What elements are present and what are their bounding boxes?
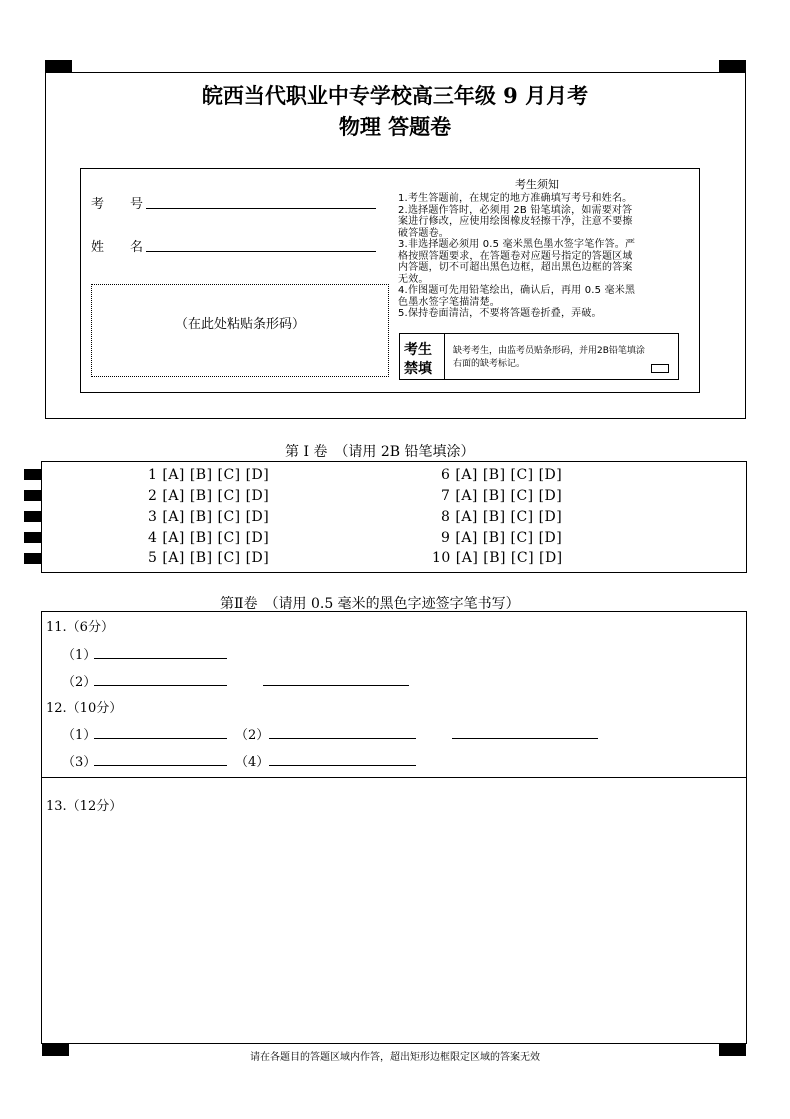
timing-mark <box>24 490 41 501</box>
q11-part2-answer-line[interactable] <box>94 685 227 686</box>
q12-part4-label: （4） <box>235 755 270 770</box>
choice-row[interactable]: 6 [A] [B] [C] [D] <box>441 467 563 483</box>
footer-note: 请在各题目的答题区域内作答，超出矩形边框限定区域的答案无效 <box>250 1052 540 1063</box>
section2-heading: 第Ⅱ卷 （请用 0.5 毫米的黑色字迹签字笔书写） <box>220 596 520 612</box>
q11-part1-answer-line[interactable] <box>94 658 227 659</box>
section1-heading: 第 I 卷 （请用 2B 铅笔填涂） <box>285 444 475 460</box>
question-12-label: 12.（10分） <box>46 701 123 716</box>
forbid-label-1: 考生 <box>404 342 432 358</box>
exam-number-field[interactable] <box>146 208 376 209</box>
notice-line: 案进行修改，应使用绘图橡皮轻擦干净，注意不要擦 <box>398 216 633 227</box>
notice-line: 格按照答题要求，在答题卷对应题号指定的答题区域 <box>398 250 633 262</box>
q12-part3-label: （3） <box>62 755 97 770</box>
choice-row[interactable]: 5 [A] [B] [C] [D] <box>148 550 270 566</box>
forbid-label-2: 禁填 <box>404 361 432 377</box>
choice-row[interactable]: 4 [A] [B] [C] [D] <box>148 530 270 546</box>
section1-frame <box>41 461 747 573</box>
notice-line: 色墨水签字笔描清楚。 <box>398 296 500 308</box>
timing-mark <box>24 532 41 543</box>
absent-box-divider <box>444 334 445 379</box>
q12-part1-label: （1） <box>62 728 97 743</box>
choice-row[interactable]: 3 [A] [B] [C] [D] <box>148 509 270 525</box>
timing-mark <box>24 553 41 564</box>
barcode-placeholder-text: （在此处粘贴条形码） <box>174 317 305 332</box>
timing-mark <box>24 511 41 522</box>
absent-instruction-2: 右面的缺考标记。 <box>453 359 526 369</box>
exam-title: 皖西当代职业中专学校高三年级 9 月月考 <box>201 83 589 108</box>
name-field[interactable] <box>146 251 376 252</box>
notice-list <box>398 193 690 320</box>
q12-part2-label: （2） <box>235 728 270 743</box>
q11-part2-answer-line[interactable] <box>263 685 409 686</box>
q12-part2-answer-line[interactable] <box>269 738 416 739</box>
q12-part1-answer-line[interactable] <box>94 738 227 739</box>
absent-box <box>399 333 679 380</box>
notice-line: 2.选择题作答时，必须用 2B 铅笔填涂，如需要对答 <box>398 204 633 216</box>
q12-part2-answer-line[interactable] <box>452 738 598 739</box>
notice-title: 考生须知 <box>515 178 559 191</box>
paper-subtitle: 物理 答题卷 <box>338 114 452 139</box>
absent-mark-checkbox[interactable] <box>651 364 669 373</box>
choice-row[interactable]: 2 [A] [B] [C] [D] <box>148 488 270 504</box>
notice-line: 1.考生答题前，在规定的地方准确填写考号和姓名。 <box>398 193 633 204</box>
name-label: 姓 名 <box>91 240 144 255</box>
notice-line: 破答题卷。 <box>398 227 449 239</box>
question-13-label: 13.（12分） <box>46 799 123 814</box>
notice-line: 4.作图题可先用铅笔绘出，确认后，再用 0.5 毫米黑 <box>398 285 636 296</box>
choice-row[interactable]: 10 [A] [B] [C] [D] <box>432 550 563 566</box>
timing-mark <box>24 469 41 480</box>
absent-instruction-1: 缺考考生，由监考员贴条形码，并用2B铅笔填涂 <box>453 346 645 356</box>
choice-row[interactable]: 7 [A] [B] [C] [D] <box>441 488 563 504</box>
q11-part1-label: （1） <box>62 648 97 663</box>
notice-line: 3.非选择题必须用 0.5 毫米黑色墨水签字笔作答。严 <box>398 239 636 250</box>
choice-row[interactable]: 9 [A] [B] [C] [D] <box>441 530 563 546</box>
notice-line: 内答题，切不可超出黑色边框，超出黑色边框的答案 <box>398 262 633 273</box>
notice-line: 5.保持卷面清洁，不要将答题卷折叠，弄破。 <box>398 308 602 319</box>
q12-part4-answer-line[interactable] <box>269 765 416 766</box>
choice-row[interactable]: 1 [A] [B] [C] [D] <box>148 467 270 483</box>
question-11-label: 11.（6分） <box>46 620 114 635</box>
choice-row[interactable]: 8 [A] [B] [C] [D] <box>441 509 563 525</box>
exam-number-label: 考 号 <box>91 197 144 212</box>
q11-part2-label: （2） <box>62 675 97 690</box>
notice-line: 无效。 <box>398 273 429 285</box>
section2-divider <box>41 777 747 778</box>
q12-part3-answer-line[interactable] <box>94 765 227 766</box>
question-13-answer-area[interactable] <box>42 815 746 1041</box>
